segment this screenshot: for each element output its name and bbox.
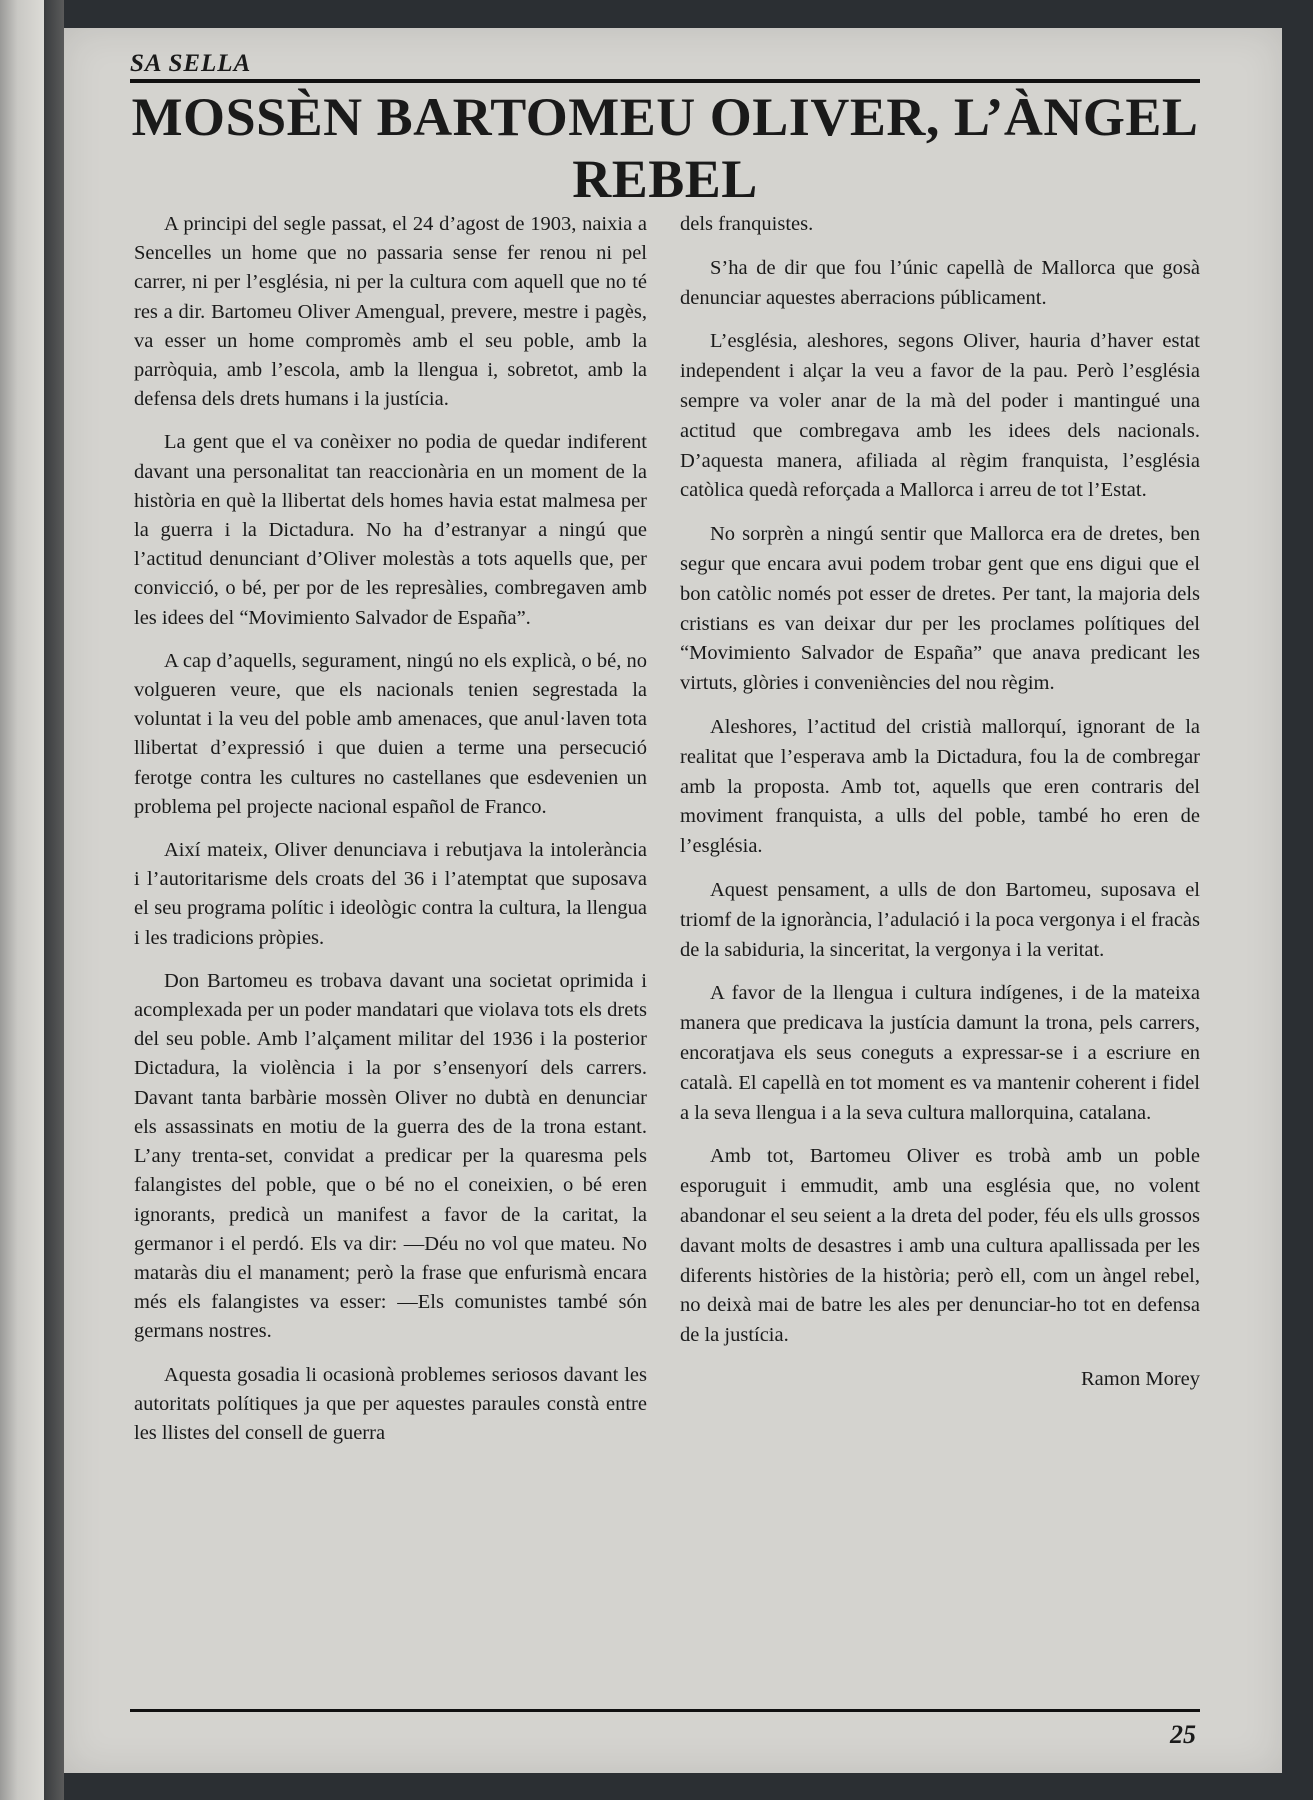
paragraph: Aquesta gosadia li ocasionà problemes seriosos davant les autoritats polítiques ja que per aquestes paraules constà entre les llistes del consell de guerra [134, 1363, 647, 1444]
paragraph: A cap d’aquells, segurament, ningú no els explicà, o bé, no volgueren veure, que els nacionals tenien segrestada la voluntat i la veu del poble amb amenaces, que anul·laven tota llibertat d’expressió i que duien a terme una persecució ferotge contra les cultures no castellanes que esdevenien un problema pel projecte nacional español de Franco. [134, 649, 647, 818]
right-column [680, 210, 1200, 1395]
paragraph: Aquest pensament, a ulls de don Bartomeu, suposava el triomf de la ignorància, l’adulació i la poca vergonya i el fracàs de la sabiduria, la sinceritat, la vergonya i la veritat. [680, 878, 1200, 961]
paragraph-continuation: dels franquistes. [680, 213, 814, 235]
paragraph: Amb tot, Bartomeu Oliver es trobà amb un poble esporuguit i emmudit, amb una església que, no volent abandonar el seu seient a la dreta del poder, féu els ulls grossos davant molts de desastres i amb una cultura apallissada per les diferents històries de la història; però ell, com un àngel rebel, no deixà mai de batre les ales per denunciar-ho tot en defensa de la justícia. [680, 1145, 1200, 1347]
paragraph: No sorprèn a ningú sentir que Mallorca era de dretes, ben segur que encara avui podem trobar gent que ens digui que el bon catòlic només pot esser de dretes. Per tant, la majoria dels cristians es van deixar dur per les proclames polítiques del “Movimiento Salvador de España” que anava predicant les virtuts, glòries i conveniències del nou règim. [680, 523, 1200, 695]
magazine-page [64, 28, 1282, 1773]
paragraph: S’ha de dir que fou l’únic capellà de Mallorca que gosà denunciar aquestes aberracions públicament. [680, 256, 1200, 309]
paragraph: Aleshores, l’actitud del cristià mallorquí, ignorant de la realitat que l’esperava amb la Dictadura, fou la de combregar amb la proposta. Amb tot, aquells que eren contraris del moviment franquista, a ulls del poble, també ho eren de l’església. [680, 715, 1200, 858]
paragraph: La gent que el va conèixer no podia de quedar indiferent davant una personalitat tan reaccionària en un moment de la història en què la llibertat dels homes havia estat malmesa per la guerra i la Dictadura. No ha d’estranyar a ningú que l’actitud denunciant d’Oliver molestàs a tots aquells que, per convicció, o bé, per por de les represàlies, combregaven amb les idees del “Movimiento Salvador de España”. [134, 431, 647, 629]
footer-rule [130, 1709, 1200, 1712]
page-gutter-shadow [44, 0, 64, 1800]
header-rule [130, 79, 1200, 83]
paragraph: Don Bartomeu es trobava davant una societat oprimida i acomplexada per un poder mandatari que violava tots els drets del seu poble. Amb l’alçament militar del 1936 i la posterior Dictadura, la violència i la por s’ensenyorí dels carrers. Davant tanta barbàrie mossèn Oliver no dubtà en denunciar els assassinats en motiu de la guerra des de la trona estant. L’any trenta-set, convidat a predicar per la quaresma pels falangistes del poble, que o bé no el coneixien, o bé eren ignorants, predicà un manifest a favor de la caritat, la germanor i el perdó. Els va dir: —Déu no vol que mateu. No mataràs diu el manament; però la frase que enfurismà encara més els falangistes va esser: —Els comunistes també són germans nostres. [134, 969, 647, 1343]
author-signature: Ramon Morey [1081, 1367, 1200, 1390]
adjacent-page-edge [0, 0, 44, 1800]
paragraph: Així mateix, Oliver denunciava i rebutjava la intolerància i l’autoritarisme dels croats del 36 i l’atemptat que suposava el seu programa polític i ideològic contra la cultura, la llengua i les tradicions pròpies. [134, 839, 647, 949]
page-number: 25 [1170, 1720, 1196, 1749]
paragraph: A favor de la llengua i cultura indígenes, i de la mateixa manera que predicava la justícia damunt la trona, pels carrers, encoratjava els seus coneguts a expressar-se i a escriure en català. El capellà en tot moment es va mantenir coherent i fidel a la seva llengua i a la seva cultura mallorquina, catalana. [680, 982, 1200, 1124]
paragraph: L’església, aleshores, segons Oliver, hauria d’haver estat independent i alçar la veu a favor de la pau. Però l’església sempre va voler anar de la mà del poder i mantingué una actitud que combregava amb les idees dels nacionals. D’aquesta manera, afiliada al règim franquista, l’església catòlica quedà reforçada a Mallorca i arreu de tot l’Estat. [680, 330, 1200, 502]
running-header: SA SELLA [130, 50, 252, 77]
paragraph: A principi del segle passat, el 24 d’agost de 1903, naixia a Sencelles un home que no passaria sense fer renou ni pel carrer, ni per l’església, ni per la cultura com aquell que no té res a dir. Bartomeu Oliver Amengual, prevere, mestre i pagès, va esser un home compromès amb el seu poble, amb la parròquia, amb l’escola, amb la llengua i, sobretot, amb la defensa dels drets humans i la justícia. [134, 213, 647, 411]
left-column [134, 210, 647, 1462]
article-title: MOSSÈN BARTOMEU OLIVER, L’ÀNGEL REBEL [131, 87, 1199, 209]
